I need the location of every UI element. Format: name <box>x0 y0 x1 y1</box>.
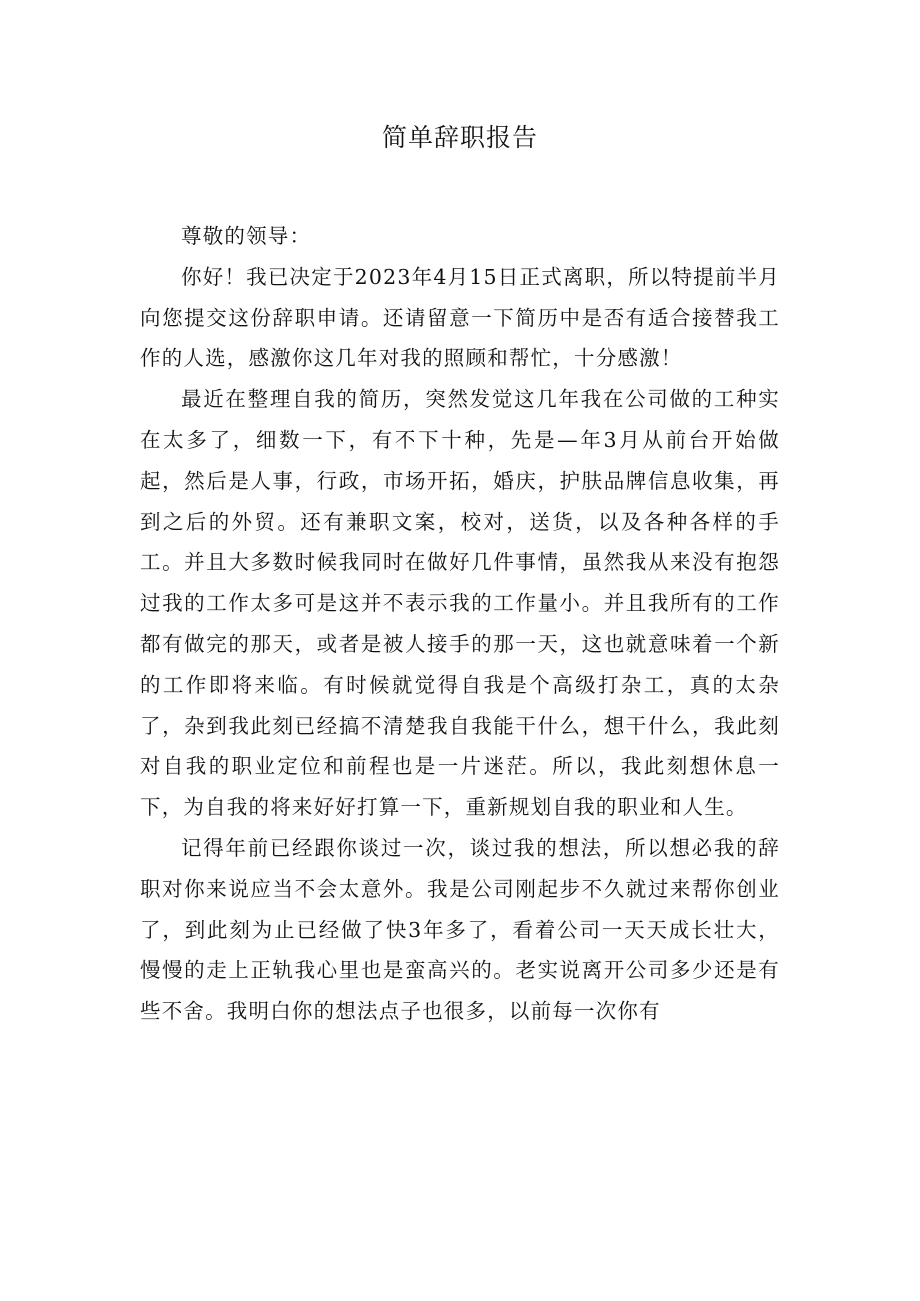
document-body <box>140 216 780 1032</box>
salutation: 尊敬的领导： <box>181 224 312 248</box>
document-title: 简单辞职报告 <box>381 123 538 152</box>
paragraph-1: 你好！我已决定于2023年4月15日正式离职，所以特提前半月向您提交这份辞职申请。还请留意一下简历中是否有适合接替我工作的人选，感激你这几年对我的照顾和帮忙，十分感激！ <box>140 264 780 371</box>
paragraph-3: 记得年前已经跟你谈过一次，谈过我的想法，所以想必我的辞职对你来说应当不会太意外。我是公司刚起步不久就过来帮你创业了，到此刻为止已经做了快3年多了，看着公司一天天成长壮大，慢慢的走上正轨我心里也是蛮高兴的。老实说离开公司多少还是有些不舍。我明白你的想法点子也很多，以前每一次你有 <box>140 835 780 1024</box>
paragraph-2: 最近在整理自我的简历，突然发觉这几年我在公司做的工种实在太多了，细数一下，有不下十种，先是—年3月从前台开始做起，然后是人事，行政，市场开拓，婚庆，护肤品牌信息收集，再到之后的外贸。还有兼职文案，校对，送货，以及各种各样的手工。并且大多数时候我同时在做好几件事情，虽然我从来没有抱怨过我的工作太多可是这并不表示我的工作量小。并且我所有的工作都有做完的那天，或者是被人接手的那一天，这也就意味着一个新的工作即将来临。有时候就觉得自我是个高级打杂工，真的太杂了，杂到我此刻已经搞不清楚我自我能干什么，想干什么，我此刻对自我的职业定位和前程也是一片迷茫。所以，我此刻想休息一下，为自我的将来好好打算一下，重新规划自我的职业和人生。 <box>140 387 780 820</box>
